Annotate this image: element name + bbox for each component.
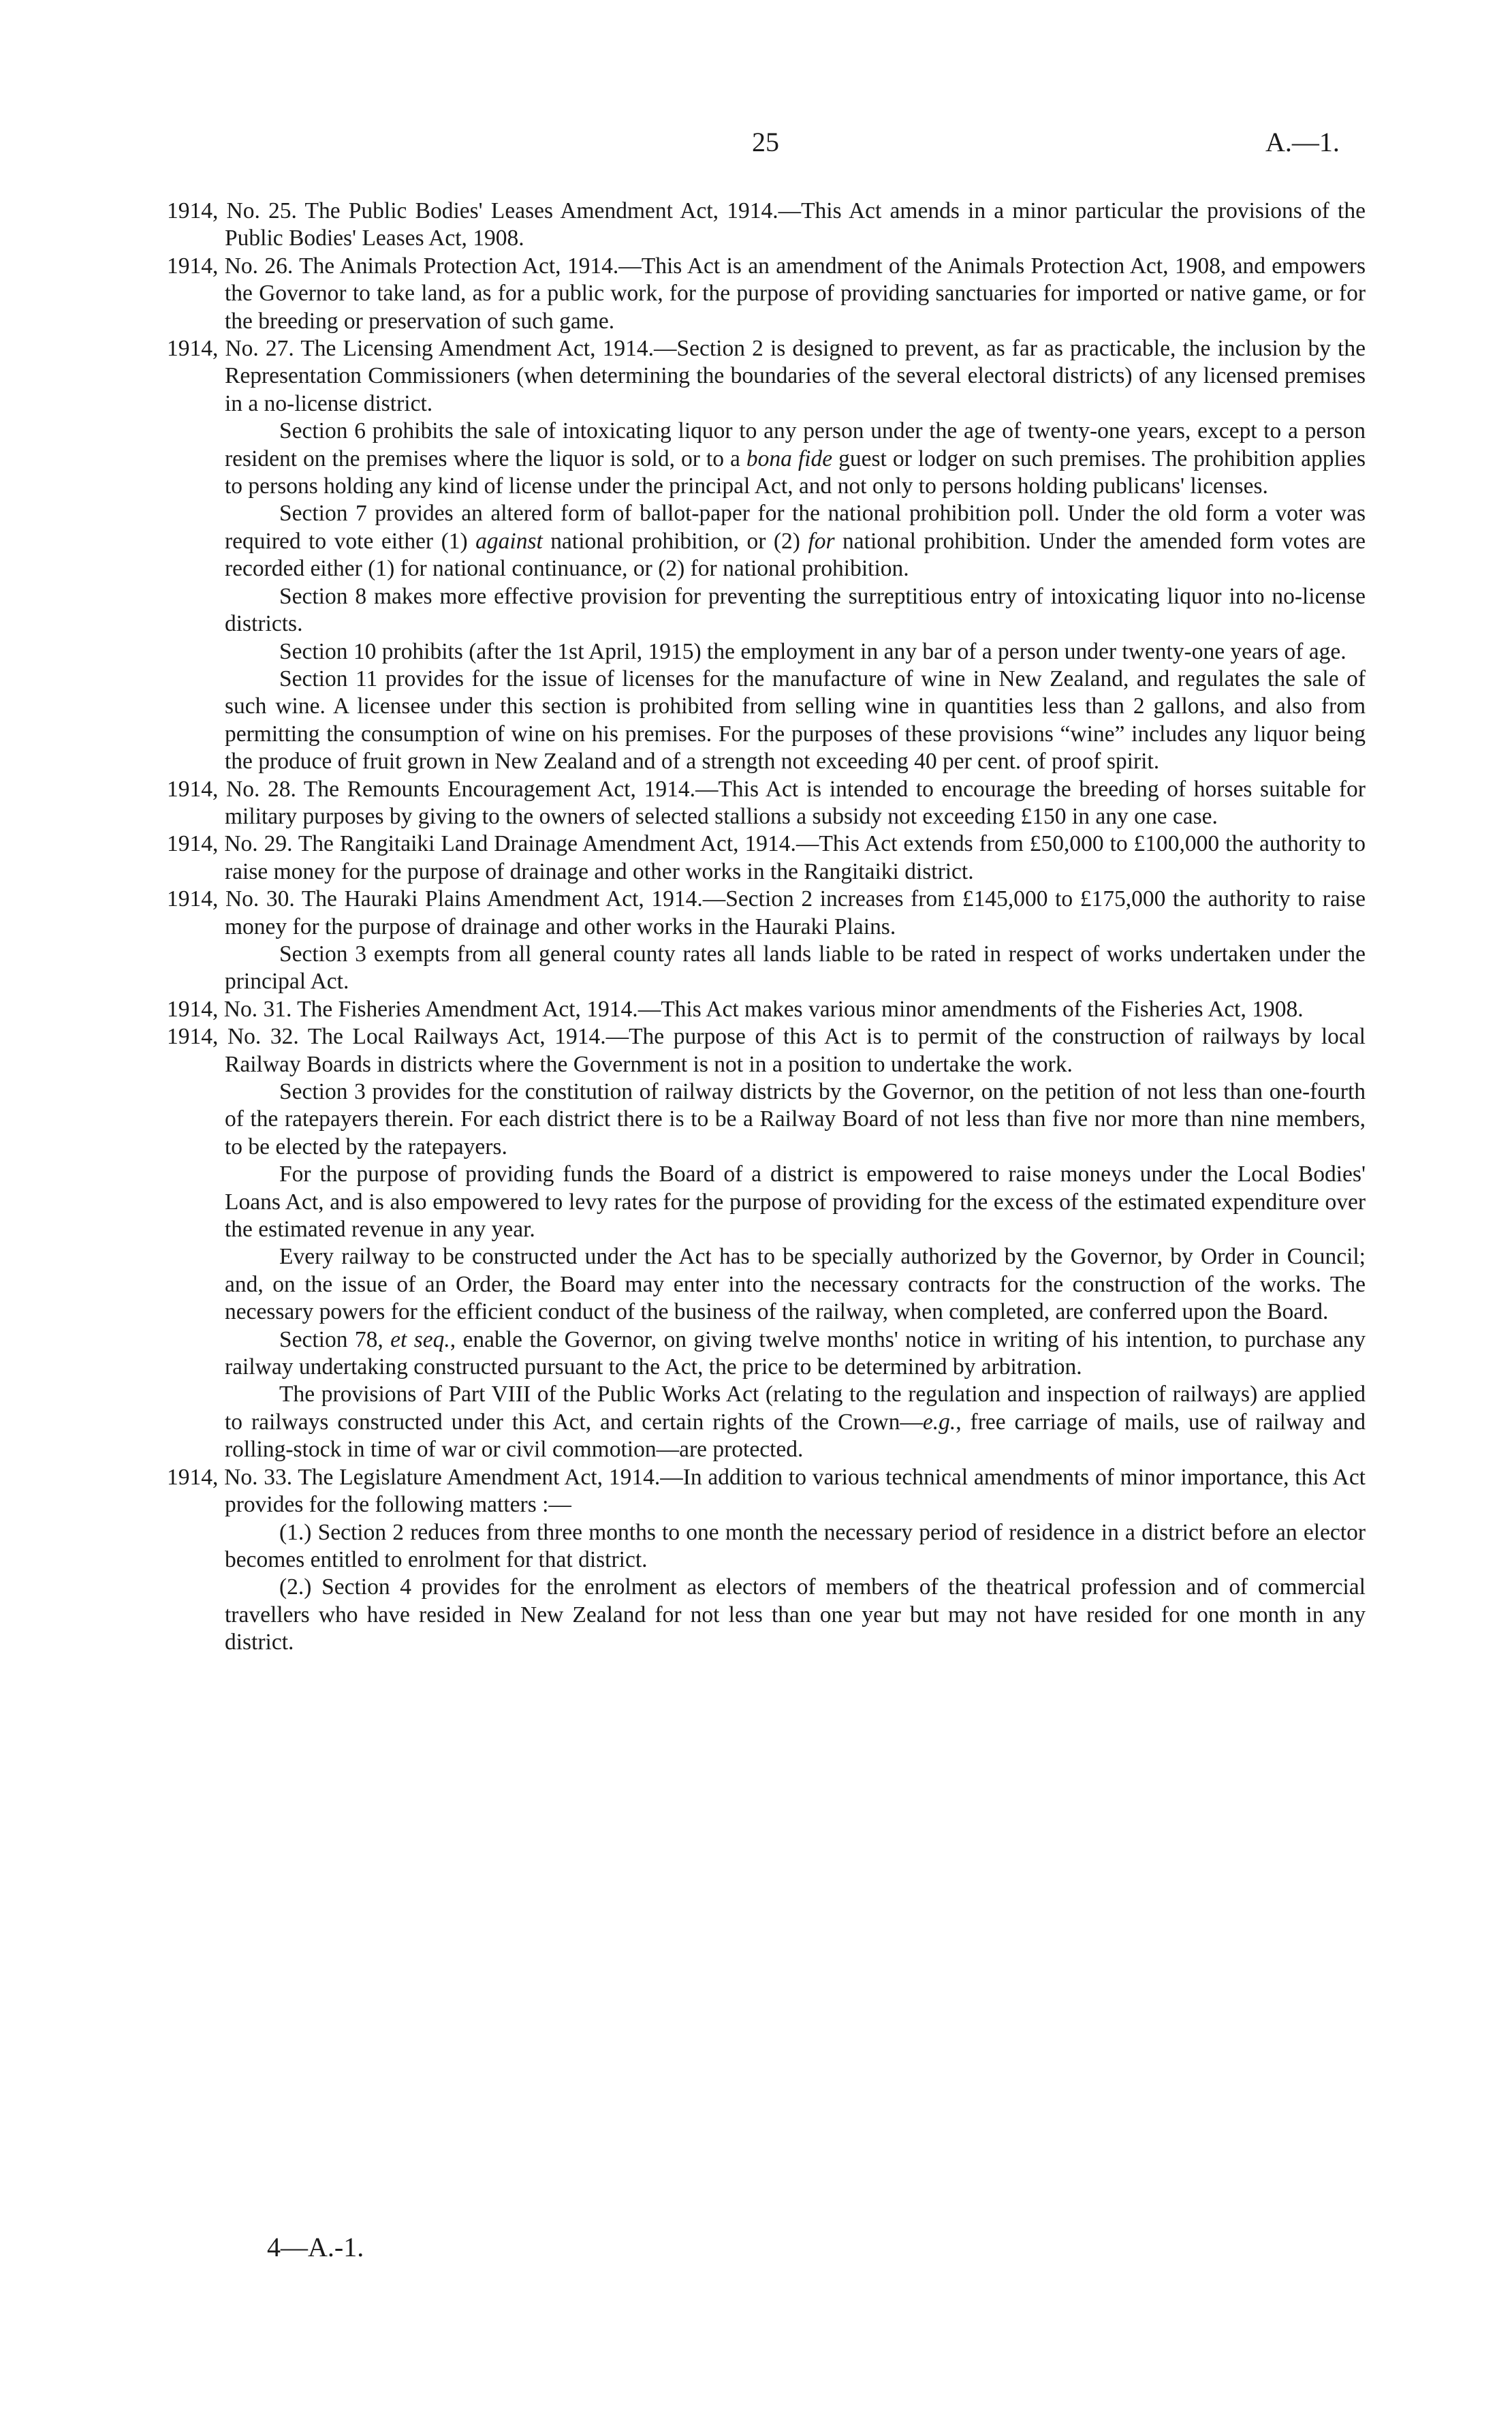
act-number: 1914, No. 32. (167, 1024, 299, 1050)
paragraph-text: guest or lodger on such premises. The prohibition applies to persons holding any kind of license under the principal Act, and not only to persons holding publicans' licenses. (225, 446, 1366, 499)
section-paragraph (167, 1519, 1366, 1574)
act-summary: —Section 2 is designed to prevent, as far as practicable, the inclusion by the Representation Commissioners (when determining the boundaries of the several electoral districts) of any licensed premises in a no-license district. (225, 336, 1366, 416)
act-summary: —This Act amends in a minor particular the provisions of the Public Bodies' Leases Act, 1908. (225, 198, 1366, 251)
paragraph-text: (1.) Section 2 reduces from three months to one month the necessary period of residence in a district before an elector becomes entitled to enrolment for that district. (225, 1519, 1366, 1572)
act-title: The Rangitaiki Land Drainage Amendment Act, 1914. (298, 831, 796, 857)
act-summary: —This Act is an amendment of the Animals Protection Act, 1908, and empowers the Governor to take land, as for a public work, for the purpose of providing sanctuaries for imported or native game, or for the breeding or preservation of such game. (225, 253, 1366, 334)
section-paragraph (167, 1243, 1366, 1326)
act-number: 1914, No. 25. (167, 198, 297, 223)
section-paragraph (167, 1161, 1366, 1243)
act-summary: —This Act extends from £50,000 to £100,000 the authority to raise money for the purpose of drainage and other works in the Rangitaiki district. (225, 831, 1366, 884)
paragraph-text: national prohibition, or (2) (542, 528, 808, 554)
act-title: The Licensing Amendment Act, 1914. (300, 336, 654, 362)
section-paragraph (167, 418, 1366, 500)
act-number: 1914, No. 30. (167, 886, 295, 912)
paragraph-text: , enable the Governor, on giving twelve months' notice in writing of his intention, to purchase any railway undertaking constructed pursuant to the Act, the price to be determined by arbitration. (225, 1326, 1366, 1380)
section-paragraph (167, 1381, 1366, 1463)
act-number: 1914, No. 31. (167, 996, 292, 1022)
italic-text: against (475, 528, 543, 554)
paragraph-text: (2.) Section 4 provides for the enrolment as electors of members of the theatrical profession and of commercial travellers who have resided in New Zealand for not less than one year but may not have resided for one month in any district. (225, 1574, 1366, 1655)
act-title: The Legislature Amendment Act, 1914. (298, 1464, 661, 1490)
act-entry (167, 198, 1366, 253)
paragraph-text: For the purpose of providing funds the Board of a district is empowered to raise moneys under the Local Bodies' Loans Act, and is also empowered to levy rates for the purpose of providing for the excess of the estimated expenditure over the estimated revenue in any year. (225, 1162, 1366, 1243)
act-number: 1914, No. 27. (167, 336, 294, 362)
act-entry (167, 253, 1366, 335)
italic-text: e.g. (922, 1409, 956, 1435)
section-paragraph (167, 638, 1366, 666)
act-summary: —The purpose of this Act is to permit of the construction of railways by local Railway Boards in districts where the Government is not in a position to undertake the work. (225, 1024, 1366, 1077)
act-title: The Hauraki Plains Amendment Act, 1914. (301, 886, 703, 912)
act-entry (167, 1464, 1366, 1519)
paragraph-text: Every railway to be constructed under the Act has to be specially authorized by the Governor, by Order in Council; and, on the issue of an Order, the Board may enter into the necessary contracts for the construction of the works. The necessary powers for the efficient conduct of the business of the railway, when completed, are conferred upon the Board. (225, 1244, 1366, 1325)
section-paragraph (167, 941, 1366, 996)
act-number: 1914, No. 28. (167, 776, 296, 802)
paragraph-text: Section 3 exempts from all general county rates all lands liable to be rated in respect of works undertaken under the principal Act. (225, 941, 1366, 995)
italic-text: bona fide (746, 446, 833, 471)
section-paragraph (167, 500, 1366, 582)
italic-text: for (808, 528, 835, 554)
section-paragraph (167, 583, 1366, 638)
act-entry (167, 996, 1366, 1023)
act-entry (167, 830, 1366, 886)
act-summary: —This Act is intended to encourage the breeding of horses suitable for military purposes by giving to the owners of selected stallions a subsidy not exceeding £150 in any one case. (225, 776, 1366, 829)
act-number: 1914, No. 33. (167, 1464, 293, 1490)
act-summary: —In addition to various technical amendments of minor importance, this Act provides for the following matters :— (225, 1464, 1366, 1518)
act-entry (167, 335, 1366, 418)
section-paragraph (167, 666, 1366, 776)
footer-reference: 4—A.-1. (267, 2232, 364, 2262)
act-title: The Local Railways Act, 1914. (307, 1024, 606, 1050)
act-entry (167, 1023, 1366, 1078)
paragraph-text: Section 7 provides an altered form of ballot-paper for the national prohibition poll. Under the old form a voter was required to vote either (1) (225, 501, 1366, 554)
paragraph-text: Section 10 prohibits (after the 1st April, 1915) the employment in any bar of a person under twenty-one years of age. (279, 638, 1346, 664)
act-title: The Remounts Encouragement Act, 1914. (303, 776, 695, 802)
section-paragraph (167, 1574, 1366, 1656)
paragraph-text: Section 78, (279, 1326, 391, 1352)
page-number: 25 (752, 127, 779, 157)
document-body (167, 198, 1366, 1657)
paragraph-text: Section 11 provides for the issue of licenses for the manufacture of wine in New Zealand, and regulates the sale of such wine. A licensee under this section is prohibited from selling wine in quantities less than 2 gallons, and also from permitting the consumption of wine on his premises. For the purposes of these provisions “wine” includes any liquor being the produce of fruit grown in New Zealand and of a strength not exceeding 40 per cent. of proof spirit. (225, 666, 1366, 775)
paragraph-text: Section 3 provides for the constitution of railway districts by the Governor, on the petition of not less than one-fourth of the ratepayers therein. For each district there is to be a Railway Board of not less than five nor more than nine members, to be elected by the ratepayers. (225, 1079, 1366, 1159)
paragraph-text: Section 8 makes more effective provision for preventing the surreptitious entry of intoxicating liquor into no-license districts. (225, 583, 1366, 637)
act-summary: —Section 2 increases from £145,000 to £175,000 the authority to raise money for the purpose of drainage and other works in the Hauraki Plains. (225, 886, 1366, 939)
paragraph-text: The provisions of Part VIII of the Public Works Act (relating to the regulation and inspection of railways) are applied to railways constructed under this Act, and certain rights of the Crown— (225, 1382, 1366, 1435)
section-paragraph (167, 1078, 1366, 1161)
act-summary: —This Act makes various minor amendments of the Fisheries Act, 1908. (637, 996, 1304, 1022)
act-number: 1914, No. 26. (167, 253, 294, 279)
act-title: The Fisheries Amendment Act, 1914. (297, 996, 638, 1022)
act-entry (167, 776, 1366, 831)
paragraph-text: Section 6 prohibits the sale of intoxicating liquor to any person under the age of twenty-one years, except to a person resident on the premises where the liquor is sold, or to a (225, 418, 1366, 471)
act-number: 1914, No. 29. (167, 831, 293, 857)
paragraph-text: national prohibition. Under the amended form votes are recorded either (1) for national continuance, or (2) for national prohibition. (225, 528, 1366, 582)
act-entry (167, 886, 1366, 941)
paragraph-text: , free carriage of mails, use of railway and rolling-stock in time of war or civil commotion—are protected. (225, 1409, 1366, 1463)
italic-text: et seq. (390, 1326, 450, 1352)
act-title: The Public Bodies' Leases Amendment Act, 1914. (304, 198, 778, 223)
page-reference: A.—1. (1265, 127, 1340, 157)
act-title: The Animals Protection Act, 1914. (299, 253, 619, 279)
section-paragraph (167, 1326, 1366, 1382)
